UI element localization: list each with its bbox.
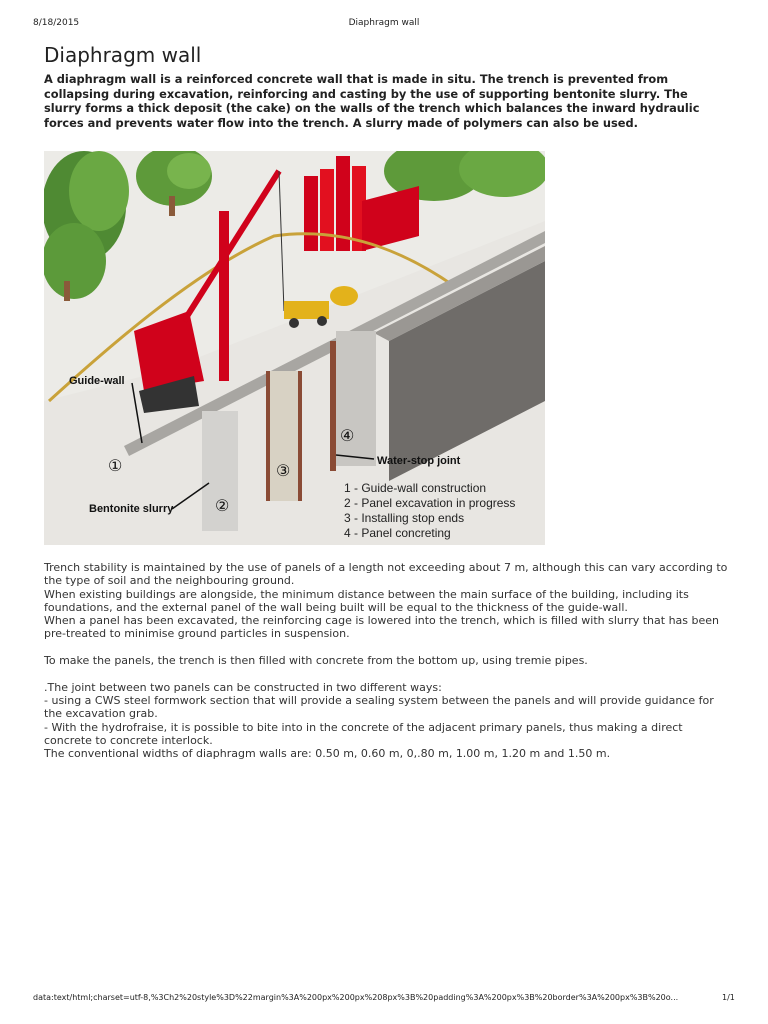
legend-item: 4 - Panel concreting (344, 526, 451, 540)
diaphragm-wall-illustration (44, 151, 545, 545)
marker-4: ④ (340, 428, 355, 445)
intro-paragraph: A diaphragm wall is a reinforced concrete wall that is made in situ. The trench is prevented from collapsing during excavation, reinforcing and casting by the use of supporting bentonite slurry. The slurry forms a thick deposit (the cake) on the walls of the trench which balances the inward hydraulic forces and prevents water flow into the trench. A slurry made of polymers can also be used. (44, 72, 700, 130)
marker-2: ② (215, 498, 230, 515)
article-body (44, 561, 734, 760)
paragraph-spacer (44, 667, 734, 680)
body-paragraph: When a panel has been excavated, the reinforcing cage is lowered into the trench, which is filled with slurry that has been pre-treated to minimise ground particles in suspension. (44, 614, 719, 641)
paragraph-spacer (44, 641, 734, 654)
water-stop-joint-label: Water-stop joint (377, 455, 461, 467)
legend-item: 2 - Panel excavation in progress (344, 496, 516, 510)
legend-item: 3 - Installing stop ends (344, 511, 465, 525)
bentonite-slurry-label: Bentonite slurry (89, 503, 174, 515)
marker-1: ① (108, 458, 123, 475)
body-paragraph: - using a CWS steel formwork section that will provide a sealing system between the panels and will provide guidance for the excavation grab. (44, 693, 714, 721)
guide-wall-label: Guide-wall (69, 375, 125, 387)
print-header-title: Diaphragm wall (348, 18, 420, 28)
page-number: 1/1 (722, 993, 735, 1002)
print-date: 8/18/2015 (33, 18, 80, 28)
body-paragraph: Trench stability is maintained by the use of panels of a length not exceeding about 7 m, although this can vary according to the type of soil and the neighbouring ground. (44, 561, 728, 588)
print-footer-url: data:text/html;charset=utf-8,%3Ch2%20style%3D%22margin%3A%200px%200px%208px%3B%20padding%3A%200px%3B%20border%3A%200px%3B%20o... (33, 993, 679, 1002)
legend-item: 1 - Guide-wall construction (344, 481, 487, 495)
marker-3: ③ (276, 463, 291, 480)
body-paragraph: To make the panels, the trench is then filled with concrete from the bottom up, using tremie pipes. (44, 654, 588, 668)
body-paragraph: - With the hydrofraise, it is possible to bite into in the concrete of the adjacent primary panels, thus making a direct concrete to concrete interlock. (44, 720, 683, 747)
body-paragraph: The conventional widths of diaphragm walls are: 0.50 m, 0.60 m, 0,.80 m, 1.00 m, 1.20 m and 1.50 m. (44, 747, 611, 761)
page-title: Diaphragm wall (44, 43, 202, 67)
body-paragraph: When existing buildings are alongside, the minimum distance between the main surface of the building, including its foundations, and the external panel of the wall being built will be equal to the thickness of the guide-wall. (44, 587, 689, 614)
body-paragraph: .The joint between two panels can be constructed in two different ways: (44, 680, 442, 694)
